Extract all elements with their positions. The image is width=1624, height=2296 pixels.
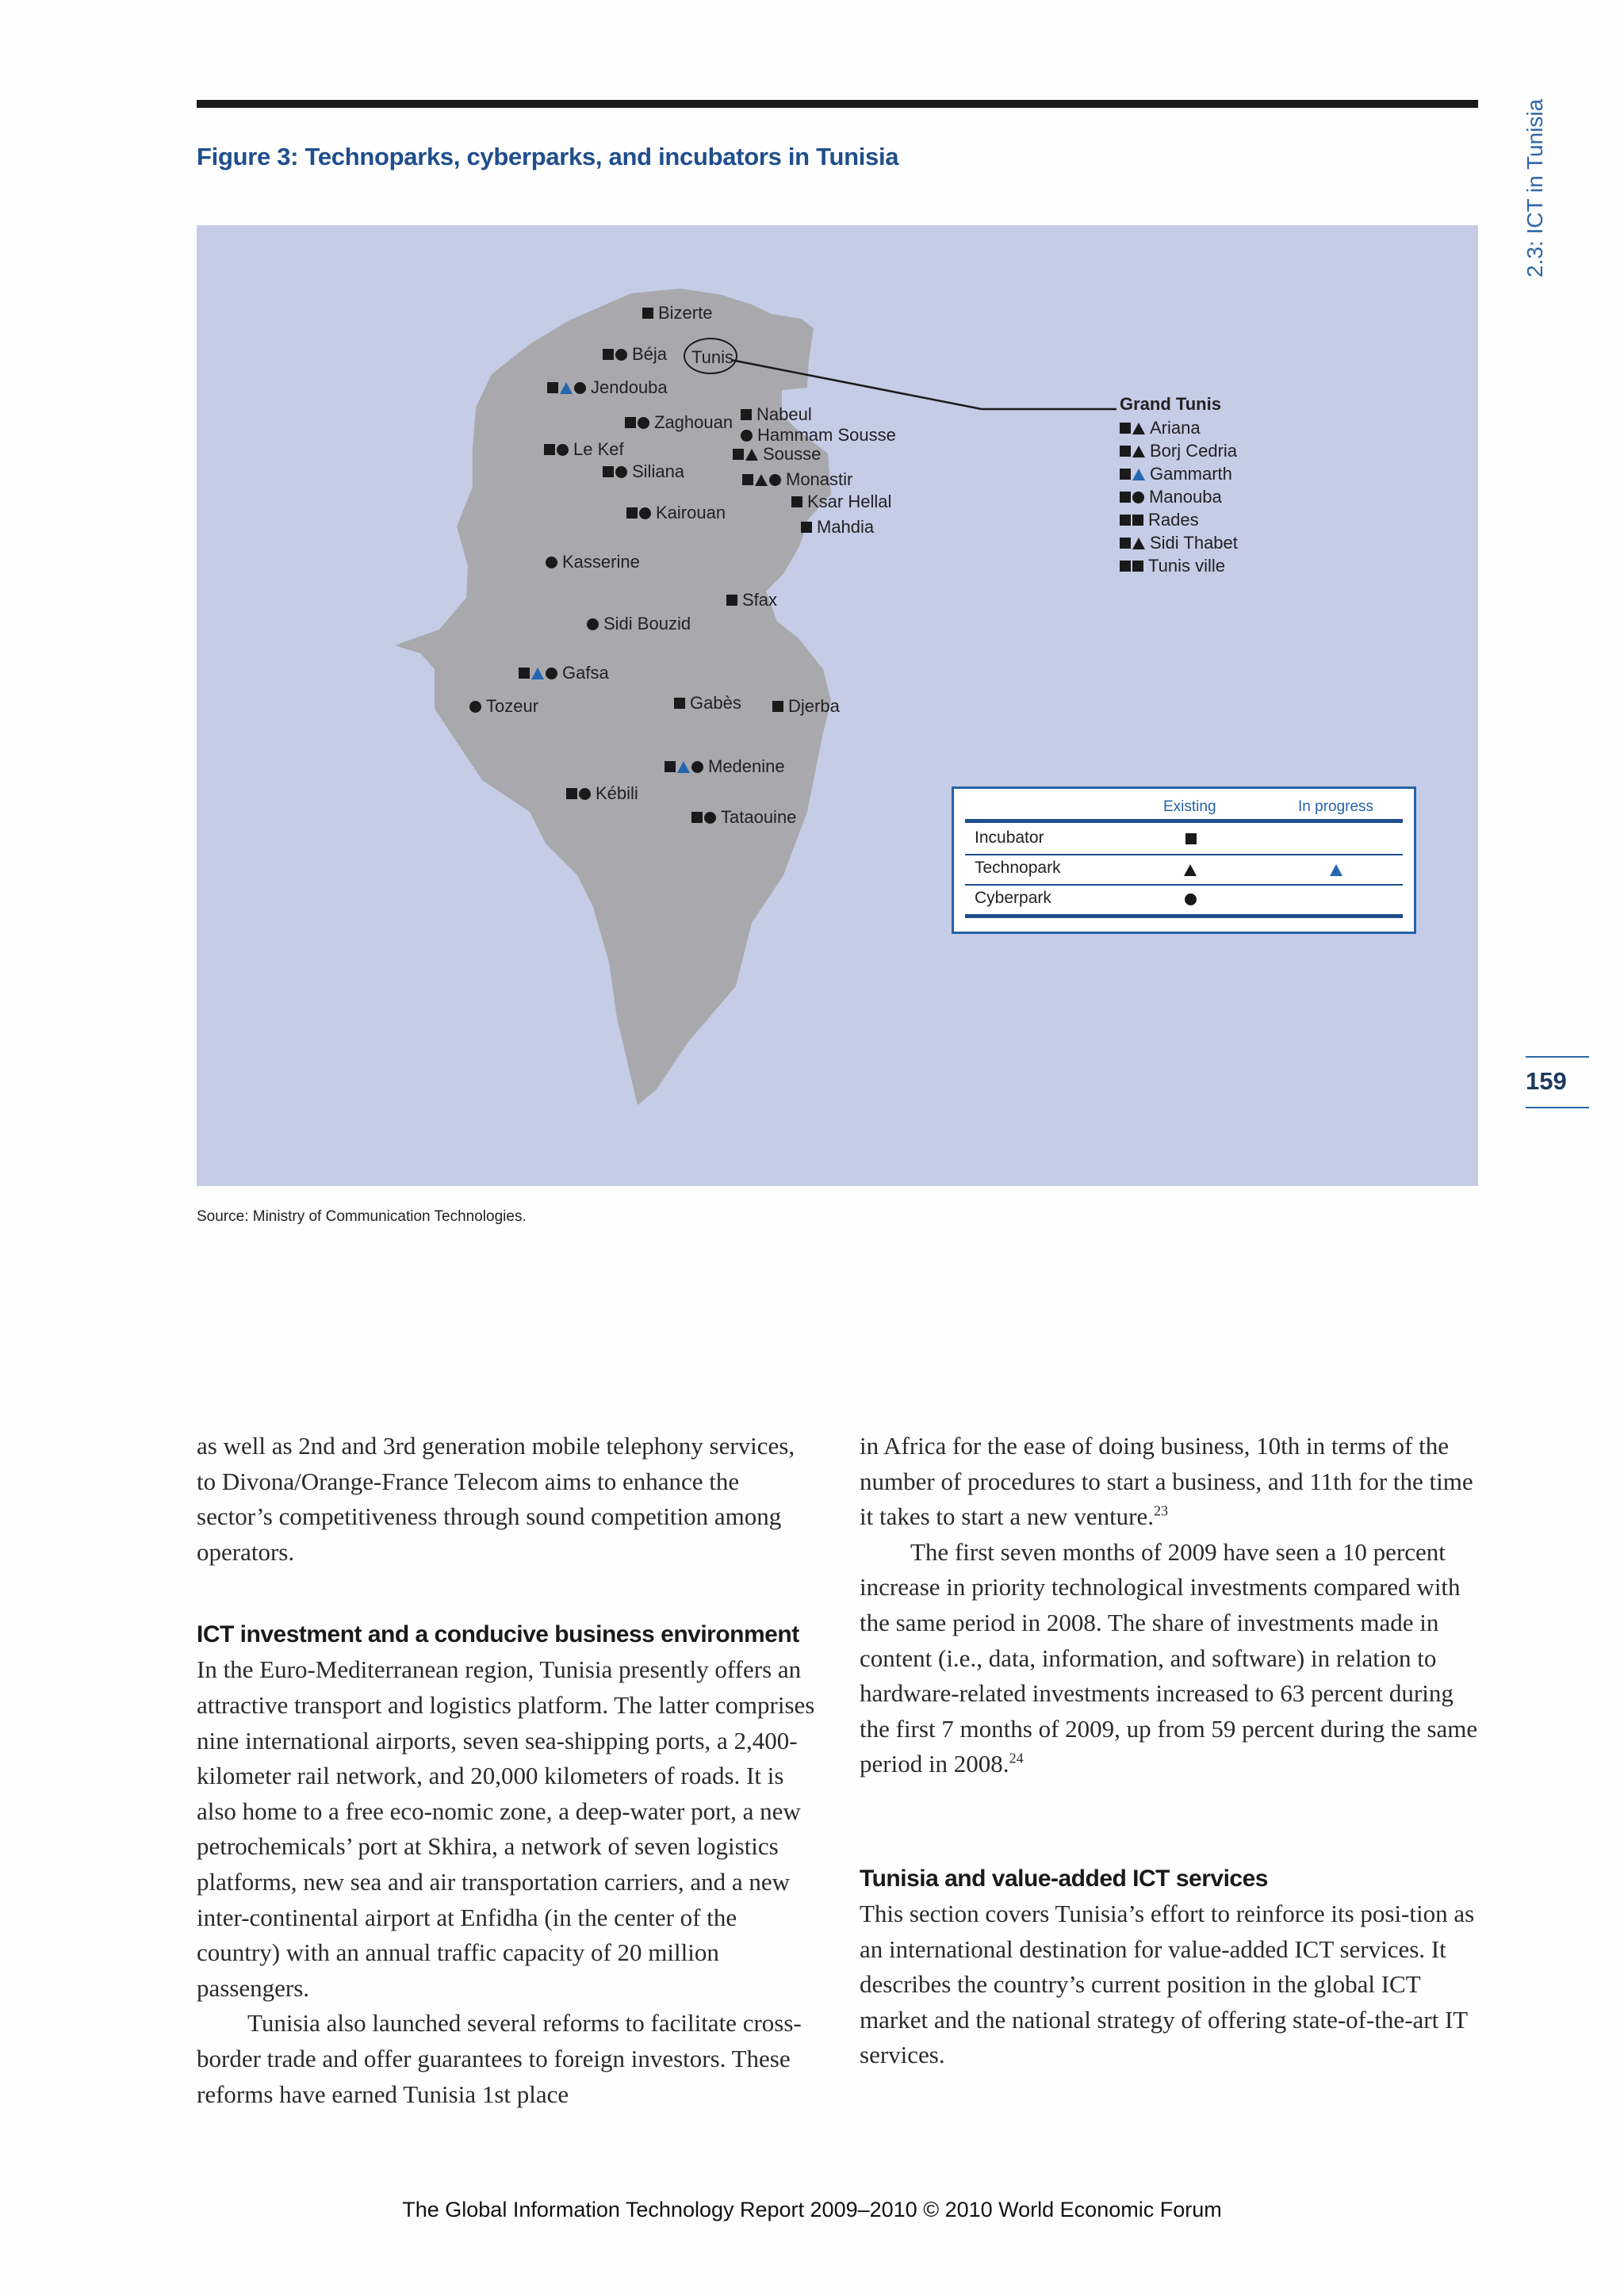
incubator-icon: [733, 449, 744, 460]
cyberpark-icon: [574, 382, 586, 394]
incubator-icon: [1120, 515, 1131, 526]
incubator-icon: [674, 698, 685, 709]
incubator-icon: [791, 496, 802, 507]
section-side-label: 2.3: ICT in Tunisia: [1522, 98, 1547, 277]
cyberpark-icon: [587, 618, 599, 630]
technopark-icon: [755, 474, 768, 486]
figure-title: Figure 3: Technoparks, cyberparks, and incubators in Tunisia: [197, 143, 899, 170]
incubator-icon: [691, 812, 703, 823]
page-number: 159: [1526, 1067, 1567, 1095]
city-sidi-bouzid: Sidi Bouzid: [587, 614, 691, 633]
incubator-icon: [1120, 446, 1131, 457]
city-bizerte: Bizerte: [642, 303, 712, 323]
incubator-icon: [626, 507, 638, 519]
city-siliana: Siliana: [603, 461, 684, 481]
cyberpark-icon: [546, 557, 557, 568]
city-beja: Béja: [603, 344, 667, 364]
paragraph: in Africa for the ease of doing business, 10th in terms of the number of procedures to start a business, and 11th for the time it takes to start a new venture.$^{23}$: [860, 1432, 1473, 1531]
technopark-in-progress-icon: [1330, 864, 1342, 876]
legend-header-in-progress: In progress: [1298, 798, 1374, 815]
cyberpark-icon: [579, 788, 591, 800]
city-kasserine: Kasserine: [546, 552, 640, 572]
text-column-right: [860, 1429, 1478, 2073]
technopark-in-progress-icon: [531, 668, 544, 679]
incubator-icon: [742, 474, 753, 485]
section-heading: ICT investment and a conducive business environment: [197, 1621, 799, 1648]
grand-tunis-item: Rades: [1120, 510, 1199, 530]
incubator-icon: [1185, 833, 1197, 844]
legend-divider: [965, 854, 1403, 855]
city-tozeur: Tozeur: [469, 696, 538, 716]
city-ksar-hellal: Ksar Hellal: [791, 492, 891, 511]
incubator-icon: [772, 701, 783, 712]
map-panel: [197, 225, 1478, 1186]
figure-source: Source: Ministry of Communication Technologies.: [197, 1208, 527, 1225]
text-column-left: [197, 1429, 815, 2112]
incubator-icon: [1120, 561, 1131, 572]
city-hammam-sousse: Hammam Sousse: [741, 425, 896, 445]
footnote-ref: 24: [1009, 1751, 1024, 1767]
grand-tunis-item: Manouba: [1120, 487, 1222, 507]
cyberpark-icon: [469, 701, 481, 713]
grand-tunis-item: Borj Cedria: [1120, 441, 1237, 461]
technopark-icon: [1132, 446, 1145, 457]
incubator-icon: [1120, 423, 1131, 434]
city-mahdia: Mahdia: [801, 517, 874, 537]
page-number-rule-bottom: [1526, 1107, 1589, 1108]
city-sfax: Sfax: [726, 590, 777, 610]
city-jendouba: Jendouba: [547, 377, 668, 397]
city-kairouan: Kairouan: [626, 503, 726, 522]
incubator-icon: [603, 466, 614, 477]
cyberpark-icon: [615, 349, 627, 361]
grand-tunis-item: Ariana: [1120, 418, 1201, 438]
grand-tunis-item: Gammarth: [1120, 464, 1232, 484]
incubator-icon: [741, 409, 752, 420]
incubator-icon: [625, 417, 636, 428]
cyberpark-icon: [741, 430, 753, 442]
technopark-icon: [1184, 864, 1197, 876]
cyberpark-icon: [639, 507, 651, 519]
incubator-icon: [544, 444, 555, 455]
incubator-icon: [726, 595, 737, 606]
footnote-ref: 23: [1154, 1502, 1169, 1519]
grand-tunis-title: Grand Tunis: [1120, 394, 1221, 414]
legend-row-cyberpark: Cyberpark: [975, 889, 1051, 907]
technopark-icon: [1132, 538, 1145, 549]
city-le-kef: Le Kef: [544, 439, 624, 459]
city-monastir: Monastir: [742, 469, 852, 489]
city-gabes: Gabès: [674, 693, 741, 713]
city-nabeul: Nabeul: [741, 404, 812, 424]
incubator-icon: [665, 761, 676, 772]
paragraph: In the Euro-Mediterranean region, Tunisia presently offers an attractive transport and logistics platform. The latter comprises nine international airports, seven sea-shipping ports, a 2,400-kilometer rail network, and 20,000 kilometers of roads. It is also home to a free eco-nomic zone, a deep-water port, a new petrochemicals’ port at Skhira, a network of seven logistics platforms, new sea and air transportation carriers, and a new inter-continental airport at Enfidha (in the center of the country) with an annual traffic capacity of 20 million passengers.: [197, 1655, 815, 2002]
legend-row-technopark: Technopark: [975, 859, 1061, 877]
city-sousse: Sousse: [733, 444, 821, 464]
technopark-icon: [1132, 423, 1145, 434]
city-djerba: Djerba: [772, 696, 840, 716]
legend-divider: [965, 884, 1403, 886]
incubator-icon: [603, 349, 614, 360]
incubator-icon: [1120, 538, 1131, 549]
incubator-icon: [519, 668, 530, 679]
cyberpark-icon: [1132, 492, 1144, 503]
incubator-icon: [642, 308, 653, 319]
incubator-icon: [1120, 492, 1131, 503]
top-rule: [197, 100, 1478, 108]
paragraph: as well as 2nd and 3rd generation mobile telephony services, to Divona/Orange-France Telecom aims to enhance the sector’s competitiveness through sound competition among operators.: [197, 1432, 795, 1566]
cyberpark-icon: [691, 761, 703, 773]
paragraph: Tunisia also launched several reforms to facilitate cross-border trade and offer guarantees to foreign investors. These reforms have earned Tunisia 1st place: [197, 2009, 802, 2108]
city-tunis: Tunis: [691, 347, 733, 368]
city-medenine: Medenine: [665, 756, 785, 776]
cyberpark-icon: [704, 812, 716, 824]
legend-header-existing: Existing: [1163, 798, 1216, 815]
incubator-icon: [1132, 561, 1143, 572]
cyberpark-icon: [546, 668, 557, 679]
city-kebili: Kébili: [566, 783, 638, 803]
cyberpark-icon: [615, 466, 627, 478]
incubator-icon: [547, 382, 558, 393]
incubator-icon: [801, 522, 812, 533]
technopark-in-progress-icon: [677, 761, 690, 773]
incubator-icon: [1132, 515, 1143, 526]
paragraph: The first seven months of 2009 have seen a 10 percent increase in priority technological investments compared with the same period in 2008. The share of investments made in content (i.e., data, information, and software) in relation to hardware-related investments increased to 63 percent during the first 7 months of 2009, up from 59 percent during the same period in 2008.24: [860, 1537, 1478, 1778]
legend-row-incubator: Incubator: [975, 828, 1044, 847]
city-zaghouan: Zaghouan: [625, 412, 733, 432]
cyberpark-icon: [557, 444, 569, 456]
section-heading: Tunisia and value-added ICT services: [860, 1865, 1268, 1892]
legend-top-bar: [965, 819, 1403, 823]
grand-tunis-item: Sidi Thabet: [1120, 533, 1238, 553]
cyberpark-icon: [1185, 894, 1197, 905]
incubator-icon: [1120, 469, 1131, 480]
city-tataouine: Tataouine: [691, 807, 796, 827]
cyberpark-icon: [769, 474, 781, 486]
technopark-in-progress-icon: [1132, 469, 1145, 480]
city-gafsa: Gafsa: [519, 663, 609, 683]
technopark-in-progress-icon: [560, 382, 573, 394]
incubator-icon: [566, 788, 577, 799]
paragraph: This section covers Tunisia’s effort to reinforce its posi-tion as an international destination for value-added ICT services. It describes the country’s current position in the global ICT market and the national strategy of offering state-of-the-art IT services.: [860, 1899, 1475, 2069]
map-legend: [952, 786, 1416, 934]
legend-bottom-bar: [965, 914, 1403, 918]
technopark-icon: [745, 449, 758, 461]
cyberpark-icon: [638, 417, 649, 429]
grand-tunis-item: Tunis ville: [1120, 556, 1225, 576]
page-footer: The Global Information Technology Report 2009–2010 © 2010 World Economic Forum: [402, 2198, 1222, 2221]
page-number-rule-top: [1526, 1056, 1589, 1058]
